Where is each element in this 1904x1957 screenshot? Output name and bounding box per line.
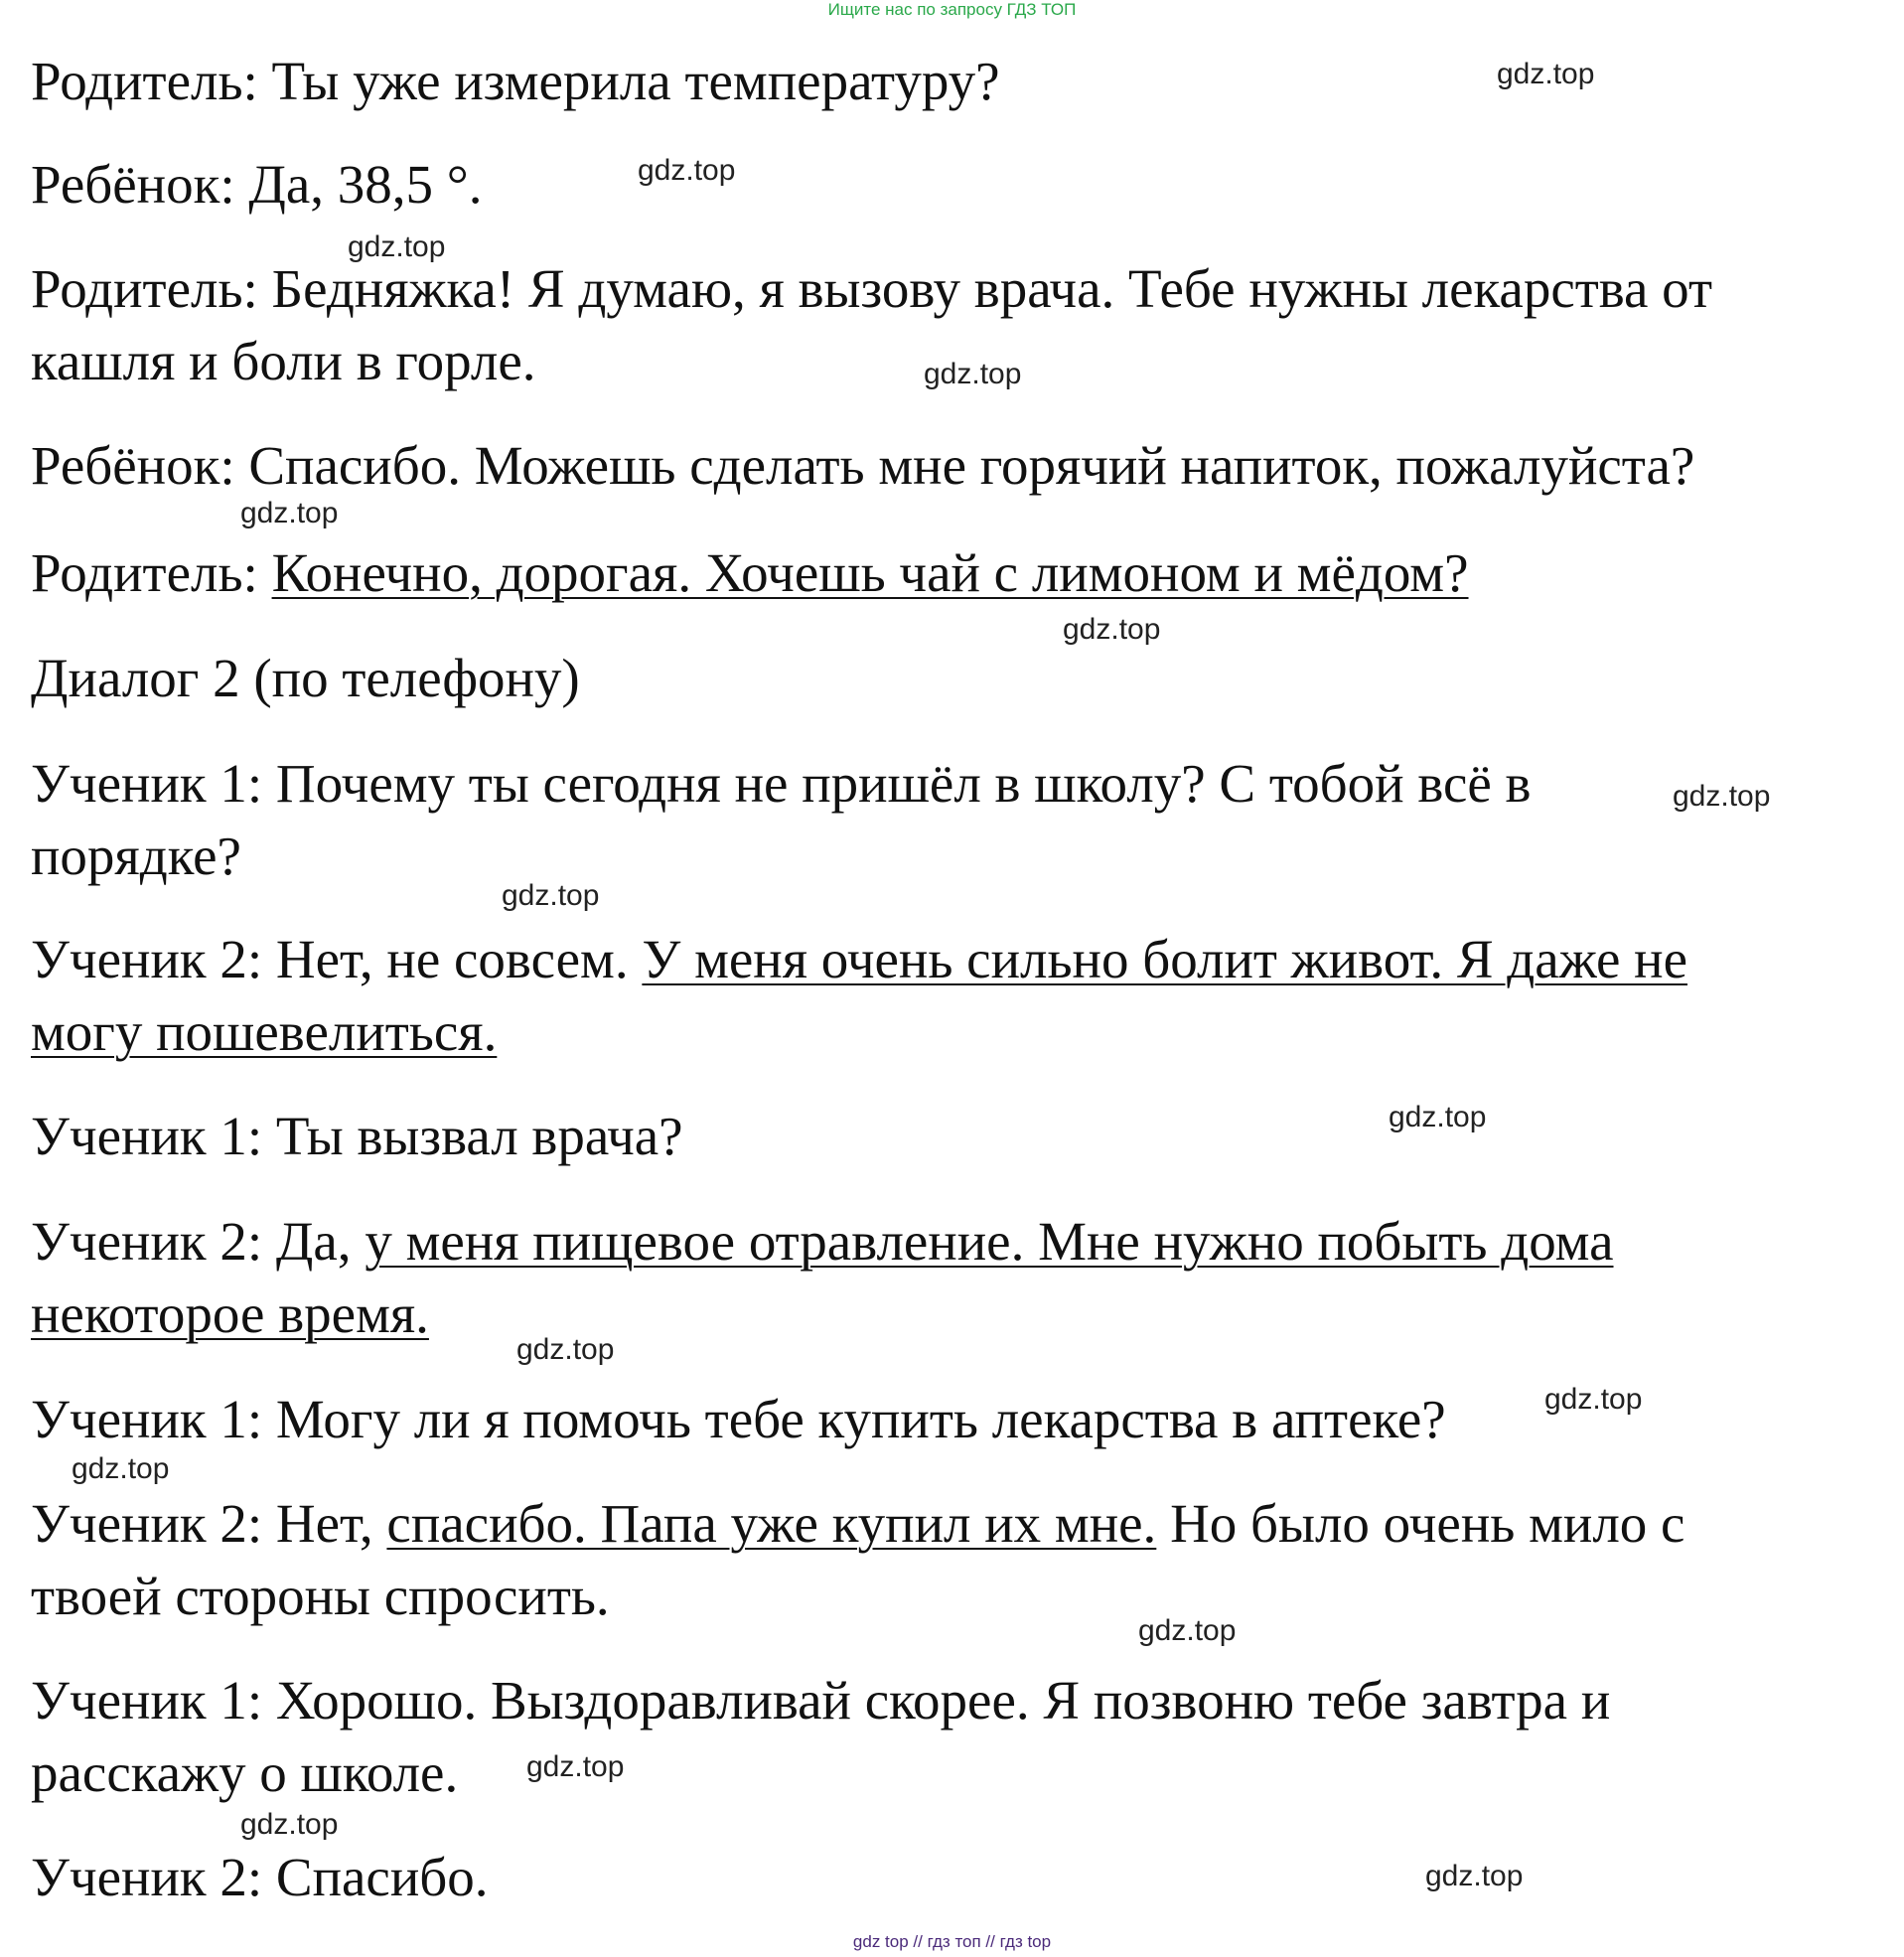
watermark: gdz.top xyxy=(1063,613,1161,646)
watermark: gdz.top xyxy=(240,1808,339,1841)
dialogue-line: Ученик 2: Нет, спасибо. Папа уже купил их мне. Но было очень мило с xyxy=(31,1493,1685,1554)
watermark: gdz.top xyxy=(526,1750,625,1783)
watermark: gdz.top xyxy=(72,1452,170,1485)
watermark: gdz.top xyxy=(516,1333,615,1366)
underlined-answer: спасибо. Папа уже купил их мне. xyxy=(386,1493,1157,1554)
dialogue-line xyxy=(31,995,497,1069)
dialogue-line: Ученик 1: Могу ли я помочь тебе купить лекарства в аптеке? xyxy=(31,1389,1446,1449)
top-banner: Ищите нас по запросу ГДЗ ТОП xyxy=(827,0,1077,19)
dialogue-line: Ученик 2: Да, у меня пищевое отравление. Мне нужно побыть дома xyxy=(31,1211,1614,1272)
footer-watermark: gdz top // гдз топ // гдз top xyxy=(852,1932,1052,1951)
dialogue-line: Ученик 1: Хорошо. Выздоравливай скорее. Я позвоню тебе завтра и xyxy=(31,1670,1611,1731)
dialogue-line: Ребёнок: Спасибо. Можешь сделать мне горячий напиток, пожалуйста? xyxy=(31,435,1695,496)
watermark: gdz.top xyxy=(1425,1860,1524,1892)
dialogue-line: Родитель: Ты уже измерила температуру? xyxy=(31,51,1000,111)
underlined-answer: могу пошевелиться. xyxy=(31,1001,498,1062)
watermark: gdz.top xyxy=(1138,1614,1237,1647)
dialogue-line: расскажу о школе. xyxy=(31,1742,459,1803)
underlined-answer: у меня пищевое отравление. Мне нужно побыть дома xyxy=(365,1211,1614,1272)
dialogue-line: порядке? xyxy=(31,826,241,886)
dialogue-line: Ученик 1: Почему ты сегодня не пришёл в школу? С тобой всё в xyxy=(31,753,1532,814)
watermark: gdz.top xyxy=(348,230,446,263)
watermark: gdz.top xyxy=(1497,58,1595,90)
watermark: gdz.top xyxy=(924,358,1022,390)
underlined-answer: некоторое время. xyxy=(31,1283,429,1344)
dialogue-line: Родитель: Конечно, дорогая. Хочешь чай с лимоном и мёдом? xyxy=(31,542,1469,603)
dialogue-line: Родитель: Бедняжка! Я думаю, я вызову врача. Тебе нужны лекарства от xyxy=(31,258,1712,319)
dialogue-line: Ученик 1: Ты вызвал врача? xyxy=(31,1106,683,1166)
dialogue-line: Ученик 2: Нет, не совсем. У меня очень сильно болит живот. Я даже не xyxy=(31,929,1687,989)
watermark: gdz.top xyxy=(502,879,600,912)
dialogue-line xyxy=(31,1278,429,1351)
dialogue-line: Ребёнок: Да, 38,5 °. xyxy=(31,154,483,215)
watermark: gdz.top xyxy=(1673,780,1771,813)
watermark: gdz.top xyxy=(1544,1383,1643,1416)
dialogue-line: кашля и боли в горле. xyxy=(31,331,536,391)
dialogue-line: Ученик 2: Спасибо. xyxy=(31,1847,489,1907)
dialog-heading: Диалог 2 (по телефону) xyxy=(31,648,580,708)
underlined-answer: Конечно, дорогая. Хочешь чай с лимоном и мёдом? xyxy=(271,542,1469,603)
underlined-answer: У меня очень сильно болит живот. Я даже не xyxy=(642,929,1687,989)
dialogue-line: твоей стороны спросить. xyxy=(31,1566,610,1626)
watermark: gdz.top xyxy=(240,497,339,529)
watermark: gdz.top xyxy=(638,154,736,187)
watermark: gdz.top xyxy=(1389,1101,1487,1133)
